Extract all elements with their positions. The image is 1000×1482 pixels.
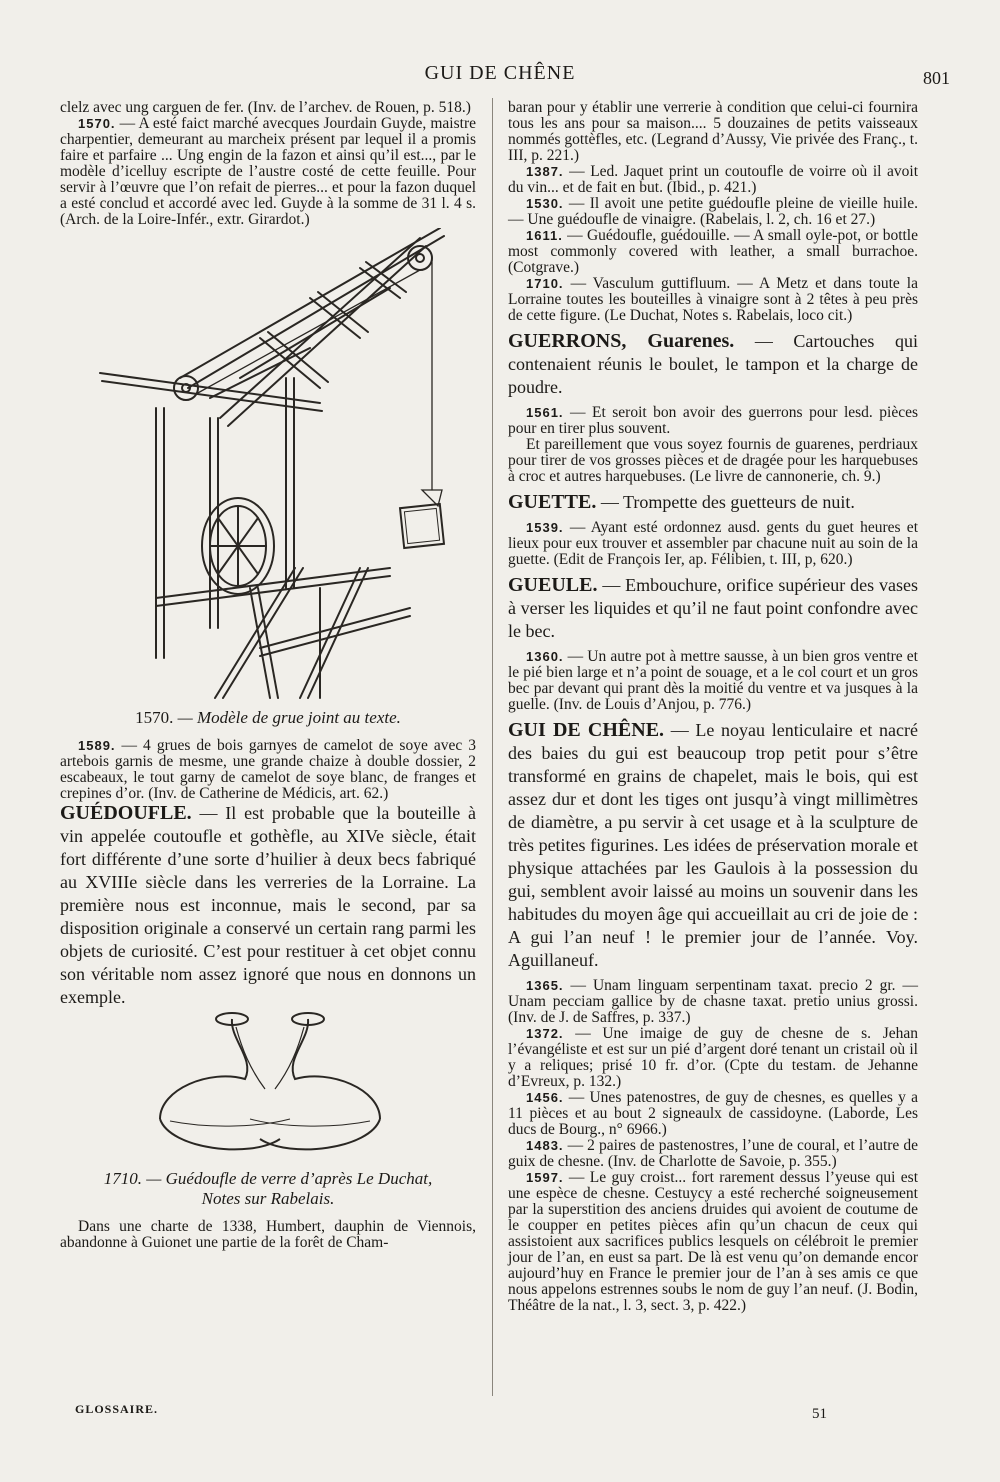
article-text: — Il est probable que la bouteille à vin appelée coutoufle et gothèfle, au XIVe siècle, était fort différente d’une sorte d’huilier à deux becs fabriqué au XVIIIe siècle dans les verreries de la Lorraine. La première nous est inconnue, mais le second, par sa disposition originale a conservé un certain rang parmi les objets de curiosité. C’est pour restituer à cet objet connu son véritable nom assez ignoré que nous en donnons un exemple. xyxy=(60,803,476,1007)
entry-1360: 1360. — Un autre pot à mettre sausse, à un bien gros ventre et le pié bien large et n’a point de souage, et a le col court et un gros bec par devant qui prant dès la moitié du ventre et va jusques à la guelle. (Inv. de Louis d’Anjou, p. 776.) xyxy=(508,648,918,713)
entry-text: — A esté faict marché avecques Jourdain Guyde, maistre charpentier, demeurant au marcheix présent par lequel il a promis faire et parfaire ... Ung engin de la fazon et ainsi qu’il est..., par le modèle d’icelluy escripte de l’austre costé de cette feuille. Pour servir à l’œuvre que l’on refait de pierres... et pour la fazon duquel a esté conclud et accordé avec led. Guyde à la somme de 31 l. 4 s. (Arch. de la Loire-Infér., extr. Girardot.) xyxy=(60,115,476,228)
guedoufle-illustration xyxy=(60,1009,476,1169)
entry-1456: 1456. — Unes patenostres, de guy de chesnes, es quelles y a 11 pièces et au bout 2 signeaulx de cassidoyne. (Laborde, Les ducs de Bourg., n° 6966.) xyxy=(508,1089,918,1138)
entry-1561: 1561. — Et seroit bon avoir des guerrons pour lesd. pièces pour en tirer plus souvent. xyxy=(508,404,918,437)
headword: GUETTE. xyxy=(508,491,597,513)
figure-caption-2-line2: Notes sur Rabelais. xyxy=(201,1189,335,1208)
entry-1483: 1483. — 2 paires de pastenostres, l’une de coural, et l’autre de guix de chesne. (Inv. de Charlotte de Savoie, p. 355.) xyxy=(508,1137,918,1170)
right-column xyxy=(508,100,918,1314)
entry-1589 xyxy=(60,738,476,802)
signature-mark: GLOSSAIRE. xyxy=(75,1402,159,1416)
entry-year: 1570. xyxy=(78,116,116,131)
entry-continuation: clelz avec ung carguen de fer. (Inv. de l’archev. de Rouen, p. 518.) xyxy=(60,99,471,116)
headword: GUERRONS, Guarenes. xyxy=(508,330,735,352)
crane-illustration xyxy=(60,228,476,708)
column-divider xyxy=(492,98,493,1396)
entry-1539: 1539. — Ayant esté ordonnez ausd. gents du guet heures et lieux pour eux trouver et assembler par chacune nuit au soin de la guette. (Edit de François Ier, ap. Félibien, t. III, p, 620.) xyxy=(508,519,918,568)
caption-text: — Modèle de grue joint au texte. xyxy=(173,708,401,727)
article-guette: GUETTE. — Trompette des guetteurs de nuit. xyxy=(508,491,855,513)
entry-1530: 1530. — Il avoit une petite guédoufle pleine de vieille huile. — Une guédoufle de vinaigre. (Rabelais, l. 2, ch. 16 et 27.) xyxy=(508,195,918,228)
figure-caption xyxy=(60,708,476,728)
left-column xyxy=(60,100,476,1251)
running-head xyxy=(0,60,1000,90)
entry-1372: 1372. — Une imaige de guy de chesne de s. Jehan l’évangéliste et est sur un pié d’argent doré tenant un cristail où il y a reliques; prisé 10 fr. d’or. (Cpte du testam. de Jehanne d’Evreux, p. 132.) xyxy=(508,1025,918,1090)
entry-1570 xyxy=(60,116,476,228)
page-number: 801 xyxy=(923,68,950,88)
entry-1611: 1611. — Guédoufle, guédouille. — A small oyle-pot, or bottle most commonly covered with leather, a small burrachoe. (Cotgrave.) xyxy=(508,227,918,276)
entry-1365: 1365. — Unam linguam serpentinam taxat. precio 2 gr. — Unam pecciam gallice by de chasne taxat. pretio unius grossi. (Inv. de J. de Saffres, p. 337.) xyxy=(508,977,918,1026)
entry-1561-continued: Et pareillement que vous soyez fournis de guarenes, perdriaux pour tirer de vos grosses pièces et de dragée pour les harquebuses à croc et autres harquebuses. (Le livre de cannonerie, ch. 9.) xyxy=(508,436,918,485)
charter-paragraph: Dans une charte de 1338, Humbert, dauphin de Viennois, abandonne à Guionet une partie de la forêt de Cham- xyxy=(60,1218,476,1251)
caption-year: 1570. xyxy=(135,708,174,727)
entry-1387: 1387. — Led. Jaquet print un coutoufle de voirre où il avoit du vin... et de fait en but. (Ibid., p. 421.) xyxy=(508,163,918,196)
entry-text: — 4 grues de bois garnyes de camelot de soye avec 3 artebois garnis de mesme, une grande chaize à double dossier, 2 escabeaux, le tout garny de camelot de soye blanc, de franges et crepines d’or. (Inv. de Catherine de Médicis, art. 62.) xyxy=(60,737,476,802)
article-gui-de-chene: GUI DE CHÊNE. — Le noyau lenticulaire et nacré des baies du gui est beaucoup trop petit pour s’être transformé en grains de chapelet, mais le bois, qui est assez dur et dont les tiges ont jusqu’à vingt millimètres de diamètre, a pu servir à cet usage et à la sculpture de très petites figurines. Les idées de préservation morale et physique attachées par les Gaulois à la possession du gui, semblent avoir laissé au moins un souvenir dans les habitudes du moyen âge qui accueillait au cri de joie de : A gui l’an neuf ! le premier jour de l’année. Voy. Aguillaneuf. xyxy=(508,719,918,970)
entry-continuation: baran pour y établir une verrerie à condition que celui-ci fournira tous les ans pour sa maison.... 5 douzaines de petits vaisseaux nommés gottèfles, etc. (Legrand d’Aussy, Vie privée des Franç., t. III, p. 221.) xyxy=(508,99,918,164)
entry-year: 1589. xyxy=(78,738,116,753)
entry-1710: 1710. — Vasculum guttifluum. — A Metz et dans toute la Lorraine toutes les bouteilles à vinaigre sont à 2 têtes à peu près de cette figure. (Le Duchat, Notes s. Rabelais, loco cit.) xyxy=(508,275,918,324)
article-gueule: GUEULE. — Embouchure, orifice supérieur des vases à verser les liquides et qu’il ne faut point confondre avec le bec. xyxy=(508,574,918,641)
headword: GUEULE. xyxy=(508,574,598,596)
entry-1597: 1597. — Le guy croist... fort rarement dessus l’yeuse qui est une espèce de chesne. Cestuycy a esté recherché soigneusement par la superstition des anciens druides qui avoient de coutume de le coupper en petites pièces afin qu’un chacun de ceux qui assistoient aux sacrifices publics lesquels on célébroit le premier jour de l’an, en eust sa part. De là est venu qu’on demande encor aujourd’huy en France le premier jour de l’an à ses amis ce que nous appelons estrennes soubs le nom de guy l’an neuf. (J. Bodin, Théâtre de la nat., l. 3, sect. 3, p. 422.) xyxy=(508,1169,918,1314)
figure-caption-2-line1: 1710. — Guédoufle de verre d’après Le Duchat, xyxy=(103,1169,433,1188)
article-guedoufle xyxy=(60,802,476,1009)
headword: GUI DE CHÊNE. xyxy=(508,719,665,741)
headword: GUÉDOUFLE. xyxy=(60,802,192,824)
article-guerrons: GUERRONS, Guarenes. — Cartouches qui contenaient réunis le boulet, le tampon et la charge de poudre. xyxy=(508,330,918,397)
running-title: GUI DE CHÊNE xyxy=(424,62,576,84)
sheet-number: 51 xyxy=(812,1406,827,1422)
